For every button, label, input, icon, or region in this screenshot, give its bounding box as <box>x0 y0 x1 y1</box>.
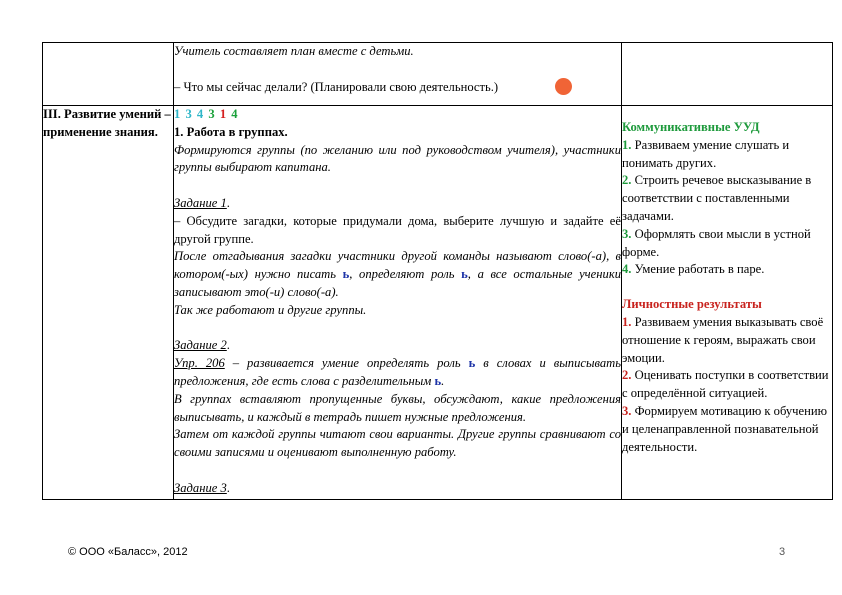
list-item: 3. Формируем мотивацию к обучению и целенаправленной познавательной деятельности. <box>622 403 827 454</box>
list-item: 2. Оценивать поступки в соответствии с определённой ситуацией. <box>622 368 829 401</box>
slide-marker <box>555 78 572 95</box>
uud-title: Коммуникативные УУД <box>622 120 760 134</box>
task2-exercise: Упр. 206 – развивается умение определять роль ь в словах и выписывать предложения, где есть слова с разделительным ь. <box>174 356 621 388</box>
task1-label: Задание 1 <box>174 195 227 210</box>
task1-label-line: Задание 1. <box>174 195 230 210</box>
stage-cell-empty <box>43 43 174 106</box>
task1-question: – Обсудите загадки, которые придумали дома, выберите лучшую и задайте её другой группе. <box>174 213 621 246</box>
list-item: 2. Строить речевое высказывание в соответствии с поставленными задачами. <box>622 173 812 223</box>
activity-cell <box>174 43 622 106</box>
task2-label: Задание 2 <box>174 338 227 353</box>
task1-instructions: После отгадывания загадки участники другой команды называют слово(-а), в котором(-ых) нужно писать ь, определяют роль ь, а все остальные ученики записывают это(-и) слово(-а). <box>174 249 622 299</box>
task3-label-line: Задание 3. <box>174 480 230 495</box>
task2-compare: Затем от каждой группы читают свои варианты. Другие группы сравнивают со своими записями и оценивают выполненную работу. <box>174 427 621 460</box>
slide-number: 4 <box>231 107 239 121</box>
list-item: 3. Оформлять свои мысли в устной форме. <box>622 226 811 259</box>
plan-text: Учитель составляет план вместе с детьми. <box>174 44 414 58</box>
task2-groups: В группах вставляют пропущенные буквы, обсуждают, какие предложения выписывать, и каждый в тетрадь пишет нужные предложения. <box>174 391 621 424</box>
stage-cell <box>43 106 174 500</box>
personal-title: Личностные результаты <box>622 297 762 312</box>
slide-number: 1 <box>174 107 182 121</box>
list-item: 4. Умение работать в паре. <box>622 262 765 277</box>
task3-label: Задание 3 <box>174 480 227 495</box>
groups-text: Формируются группы (по желанию или под руководством учителя), участники группы выбирают капитана. <box>174 142 621 175</box>
table-row <box>43 106 833 500</box>
uud-cell <box>622 106 833 500</box>
list-item: 1. Развиваем умения выказывать своё отношение к героям, выражать свои эмоции. <box>622 314 824 365</box>
slide-numbers <box>174 106 621 124</box>
question-text: – Что мы сейчас делали? (Планировали свою деятельность.) <box>174 79 499 94</box>
slide-number: 3 <box>185 107 193 121</box>
list-item: 1. Развиваем умение слушать и понимать других. <box>622 137 790 170</box>
task2-label-line: Задание 2. <box>174 338 230 353</box>
slide-number: 3 <box>208 107 216 121</box>
table-row <box>43 43 833 106</box>
section-heading: 1. Работа в группах. <box>174 124 288 139</box>
slide-number: 1 <box>219 107 228 121</box>
copyright-footer: © ООО «Баласс», 2012 <box>68 546 188 558</box>
slide-number: 4 <box>196 107 205 121</box>
uud-cell-empty <box>622 43 833 106</box>
stage-title: III. Развитие умений – применение знания. <box>43 107 171 139</box>
activity-cell <box>174 106 622 500</box>
lesson-table <box>42 42 833 500</box>
exercise-ref: Упр. 206 <box>174 356 225 371</box>
task1-note: Так же работают и другие группы. <box>174 302 367 317</box>
page-number: 3 <box>779 546 786 558</box>
